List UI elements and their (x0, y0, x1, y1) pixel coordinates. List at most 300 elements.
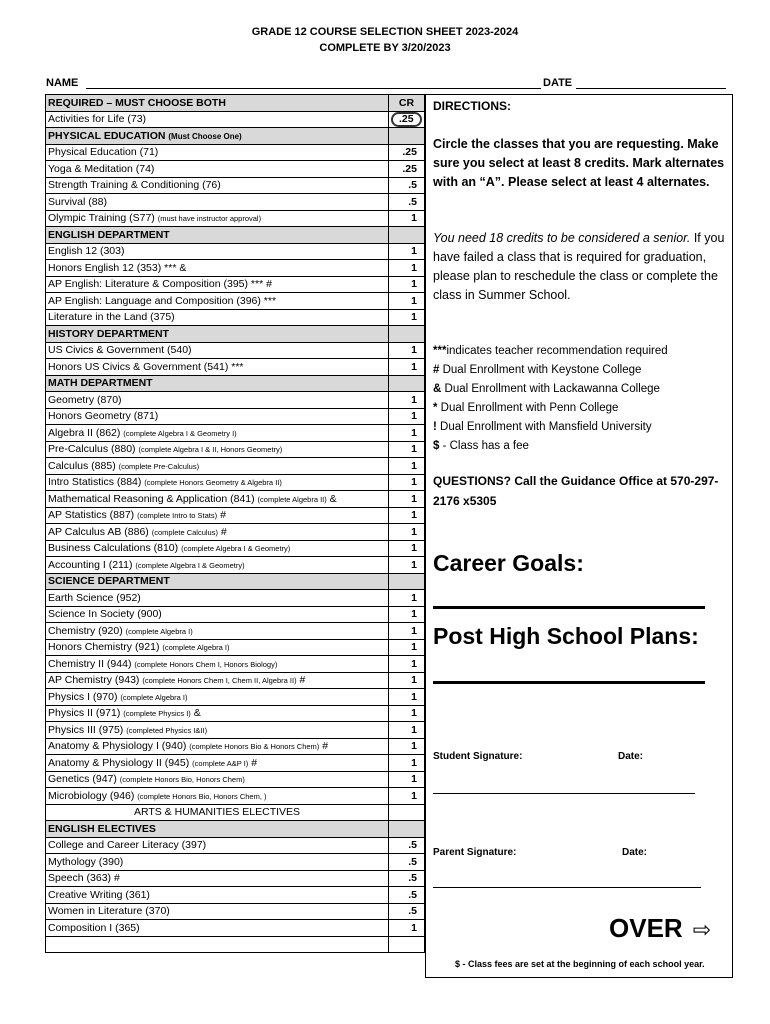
credits-value: 1 (411, 789, 417, 802)
course-credits (389, 903, 425, 920)
course-label: Honors Chemistry (921) (48, 641, 160, 654)
course-prerequisite: (complete Honors Chem I, Honors Biology) (134, 659, 278, 669)
credits-value: 1 (411, 311, 417, 324)
course-row[interactable] (46, 524, 425, 541)
course-label: Pre-Calculus (880) (48, 443, 136, 456)
course-name (46, 227, 389, 244)
course-row[interactable] (46, 243, 425, 260)
course-credits (389, 804, 425, 821)
credits-value: .25 (402, 146, 417, 159)
course-row[interactable] (46, 656, 425, 673)
course-label: Chemistry II (944) (48, 657, 132, 670)
course-name (46, 309, 389, 326)
course-row[interactable] (46, 738, 425, 755)
course-name (46, 837, 389, 854)
credits-value: 1 (411, 591, 417, 604)
course-label: PHYSICAL EDUCATION (48, 129, 166, 142)
course-credits (389, 639, 425, 656)
course-credits (389, 342, 425, 359)
course-prerequisite: (complete Intro to Stats) (137, 511, 218, 521)
credits-value: 1 (411, 773, 417, 786)
legend-text: Dual Enrollment with Lackawanna College (441, 383, 660, 395)
legend-symbol: & (433, 383, 442, 395)
credits-value: 1 (411, 212, 417, 225)
course-credits (389, 887, 425, 904)
course-label: Creative Writing (361) (48, 888, 150, 901)
course-label: Yoga & Meditation (74) (48, 162, 155, 175)
credits-value: 1 (411, 393, 417, 406)
course-row[interactable] (46, 788, 425, 805)
course-row[interactable] (46, 540, 425, 557)
credits-value: 1 (411, 245, 417, 258)
course-prerequisite: (complete Algebra I & Geometry) (181, 544, 291, 554)
credits-value: .5 (408, 888, 417, 901)
course-row[interactable] (46, 722, 425, 739)
course-row[interactable] (46, 342, 425, 359)
symbol-legend (433, 342, 729, 456)
course-label: ENGLISH DEPARTMENT (48, 228, 170, 241)
course-name (46, 359, 389, 376)
credits-value: .5 (408, 195, 417, 208)
legend-item (433, 418, 729, 437)
course-credits (389, 309, 425, 326)
course-row[interactable] (46, 408, 425, 425)
parent-signature-field[interactable] (433, 887, 701, 888)
course-row[interactable] (46, 474, 425, 491)
course-name (46, 111, 389, 128)
course-label: Women in Literature (370) (48, 905, 170, 918)
course-prerequisite: (complete Algebra I & Geometry) (135, 560, 245, 570)
course-label: Speech (363) # (48, 872, 120, 885)
credits-value: 1 (411, 360, 417, 373)
course-row[interactable] (46, 590, 425, 607)
course-credits (389, 161, 425, 178)
course-symbol: # (319, 740, 329, 753)
credits-value: 1 (411, 674, 417, 687)
course-credits (389, 672, 425, 689)
date-field[interactable] (576, 88, 726, 89)
course-label: Physical Education (71) (48, 146, 159, 159)
directions-panel (425, 94, 733, 978)
credits-value: 1 (411, 707, 417, 720)
course-label: Mythology (390) (48, 855, 124, 868)
course-name (46, 408, 389, 425)
course-credits (389, 623, 425, 640)
course-row[interactable] (46, 870, 425, 887)
credits-value: 1 (411, 657, 417, 670)
course-label: AP English: Literature & Composition (395) *** # (48, 278, 272, 291)
course-name (46, 920, 389, 937)
section-header-row (46, 573, 425, 590)
legend-text: Dual Enrollment with Mansfield University (436, 421, 652, 433)
course-row[interactable] (46, 557, 425, 574)
course-label: Composition I (365) (48, 921, 140, 934)
date-label: DATE (543, 77, 573, 89)
course-name (46, 342, 389, 359)
course-row[interactable] (46, 177, 425, 194)
legend-item (433, 437, 729, 456)
course-label: Honors English 12 (353) *** & (48, 261, 187, 274)
course-name (46, 623, 389, 640)
course-row[interactable] (46, 392, 425, 409)
credits-value: 1 (411, 426, 417, 439)
name-label: NAME (46, 77, 79, 89)
course-prerequisite: (complete Algebra I) (162, 643, 230, 653)
course-row[interactable] (46, 672, 425, 689)
legend-text: Dual Enrollment with Keystone College (439, 364, 642, 376)
course-credits (389, 276, 425, 293)
course-credits (389, 144, 425, 161)
course-label: Anatomy & Physiology II (945) (48, 756, 190, 769)
course-credits (389, 375, 425, 392)
course-row[interactable] (46, 210, 425, 227)
course-row[interactable] (46, 854, 425, 871)
credits-value: .5 (408, 905, 417, 918)
credits-value: 1 (411, 410, 417, 423)
course-label: Geometry (870) (48, 393, 122, 406)
legend-item (433, 361, 729, 380)
course-credits (389, 540, 425, 557)
course-name (46, 788, 389, 805)
course-name (46, 540, 389, 557)
course-row[interactable] (46, 606, 425, 623)
over-label: OVER (609, 913, 683, 943)
course-label: US Civics & Government (540) (48, 344, 192, 357)
legend-item (433, 380, 729, 399)
credits-value: .5 (408, 839, 417, 852)
legend-symbol: * (433, 402, 438, 414)
credits-value: 1 (411, 294, 417, 307)
course-name (46, 590, 389, 607)
course-name (46, 887, 389, 904)
course-row[interactable] (46, 359, 425, 376)
section-header-row (46, 375, 425, 392)
credits-value: 1 (411, 344, 417, 357)
course-label: Science In Society (900) (48, 608, 162, 621)
course-symbol: # (217, 509, 226, 522)
course-prerequisite: (complete Pre-Calculus) (118, 461, 200, 471)
course-row[interactable] (46, 920, 425, 937)
course-row[interactable] (46, 903, 425, 920)
course-credits (389, 491, 425, 508)
course-credits (389, 656, 425, 673)
course-credits (389, 854, 425, 871)
credits-value: 1 (411, 261, 417, 274)
course-credits (389, 128, 425, 145)
questions-contact: QUESTIONS? Call the Guidance Office at 570-297-2176 x5305 (433, 474, 719, 508)
career-goals-label: Career Goals: (433, 550, 584, 576)
legend-item (433, 399, 729, 418)
course-label: Honors Geometry (871) (48, 410, 159, 423)
course-label: Physics I (970) (48, 690, 118, 703)
course-label: Strength Training & Conditioning (76) (48, 179, 221, 192)
course-label: Survival (88) (48, 195, 107, 208)
course-label: College and Career Literacy (397) (48, 839, 207, 852)
credits-value: 1 (411, 492, 417, 505)
course-label: Physics II (971) (48, 707, 121, 720)
course-name (46, 260, 389, 277)
credits-value: 1 (411, 542, 417, 555)
student-signature-label: Student Signature: (433, 751, 523, 762)
course-credits (389, 425, 425, 442)
course-credits (389, 590, 425, 607)
course-name (46, 606, 389, 623)
course-label: Intro Statistics (884) (48, 476, 142, 489)
course-name (46, 177, 389, 194)
course-label: AP Chemistry (943) (48, 674, 140, 687)
course-credits (389, 227, 425, 244)
directions-text: Circle the classes that you are requesting. Make sure you select at least 8 credits. Mark alternates with an “A”. Please select at least 4 alternates. (433, 137, 725, 189)
course-name (46, 821, 389, 838)
course-prerequisite: (complete Honors Bio, Honors Chem, ) (137, 791, 267, 801)
course-row[interactable] (46, 309, 425, 326)
course-prerequisite: (complete A&P I) (192, 758, 249, 768)
course-prerequisite: (complete Algebra I) (125, 626, 193, 636)
course-credits (389, 573, 425, 590)
course-credits (389, 392, 425, 409)
course-credits (389, 557, 425, 574)
course-name (46, 557, 389, 574)
course-row[interactable] (46, 771, 425, 788)
course-prerequisite: (complete Algebra II) (257, 494, 327, 504)
course-prerequisite: (completed Physics I&II) (126, 725, 208, 735)
course-symbol: # (296, 674, 306, 687)
section-header-row (46, 128, 425, 145)
course-credits (389, 524, 425, 541)
course-row[interactable] (46, 441, 425, 458)
course-name (46, 392, 389, 409)
legend-symbol: ! (433, 421, 437, 433)
course-credits (389, 177, 425, 194)
course-label: Algebra II (862) (48, 426, 121, 439)
course-label: REQUIRED – MUST CHOOSE BOTH (48, 96, 226, 109)
course-row[interactable] (46, 507, 425, 524)
course-name (46, 441, 389, 458)
course-label: AP Statistics (887) (48, 509, 135, 522)
course-credits (389, 293, 425, 310)
course-name (46, 573, 389, 590)
course-name (46, 95, 389, 112)
post-plans-field[interactable] (433, 681, 705, 684)
course-name (46, 425, 389, 442)
course-credits (389, 771, 425, 788)
course-label: MATH DEPARTMENT (48, 377, 153, 390)
student-date-label: Date: (618, 751, 644, 762)
arrow-right-icon: ⇨ (692, 917, 712, 942)
course-prerequisite: (complete Calculus) (151, 527, 218, 537)
course-label: AP English: Language and Composition (396) *** (48, 294, 277, 307)
course-row[interactable] (46, 837, 425, 854)
credit-requirement-rest: If you have failed a class that is required for graduation, please plan to reschedule the class or complete the class in Summer School. (433, 231, 725, 302)
course-name (46, 804, 389, 821)
course-credits (389, 326, 425, 343)
course-label: Chemistry (920) (48, 624, 123, 637)
sheet-title: GRADE 12 COURSE SELECTION SHEET 2023-2024 (251, 26, 519, 38)
section-header-row (46, 804, 425, 821)
name-field[interactable] (86, 88, 541, 89)
course-prerequisite: (must have instructor approval) (157, 214, 262, 224)
course-label: SCIENCE DEPARTMENT (48, 575, 170, 588)
course-prerequisite: (complete Honors Bio & Honors Chem) (189, 742, 320, 752)
credits-value: 1 (411, 525, 417, 538)
parent-date-label: Date: (622, 847, 648, 858)
course-name (46, 458, 389, 475)
over-indicator (609, 913, 719, 944)
course-prerequisite: (complete Honors Bio, Honors Chem) (119, 775, 245, 785)
course-credits (389, 359, 425, 376)
course-name (46, 689, 389, 706)
course-credits (389, 870, 425, 887)
course-row[interactable] (46, 491, 425, 508)
course-credits (389, 441, 425, 458)
legend-text: Dual Enrollment with Penn College (437, 402, 619, 414)
course-row[interactable] (46, 639, 425, 656)
course-credits (389, 243, 425, 260)
course-credits (389, 194, 425, 211)
course-credits (389, 260, 425, 277)
course-credits (389, 210, 425, 227)
course-row[interactable] (46, 458, 425, 475)
course-name (46, 771, 389, 788)
course-label: Earth Science (952) (48, 591, 141, 604)
course-name (46, 326, 389, 343)
legend-item (433, 342, 729, 361)
credits-value: 1 (411, 921, 417, 934)
course-credits (389, 507, 425, 524)
course-label: Business Calculations (810) (48, 542, 179, 555)
credits-value: 1 (411, 509, 417, 522)
course-name (46, 276, 389, 293)
course-prerequisite: (complete Algebra I & II, Honors Geometry) (138, 445, 283, 455)
circled-credits: .25 (391, 112, 422, 127)
legend-text: indicates teacher recommendation required (446, 345, 668, 357)
directions-heading: DIRECTIONS: (433, 99, 511, 113)
credits-value: .5 (408, 179, 417, 192)
course-row[interactable] (46, 276, 425, 293)
course-row[interactable] (46, 425, 425, 442)
credit-requirement (433, 229, 729, 305)
course-label: Honors US Civics & Government (541) *** (48, 360, 244, 373)
course-name (46, 639, 389, 656)
course-row[interactable] (46, 689, 425, 706)
course-name (46, 672, 389, 689)
course-name (46, 474, 389, 491)
credits-value: 1 (411, 443, 417, 456)
course-credits (389, 755, 425, 772)
course-name (46, 854, 389, 871)
course-credits (389, 95, 425, 112)
deadline: COMPLETE BY 3/20/2023 (319, 42, 451, 54)
course-credits (389, 788, 425, 805)
course-row[interactable] (46, 161, 425, 178)
credits-value: .25 (402, 162, 417, 175)
course-prerequisite: (complete Honors Geometry & Algebra II) (144, 478, 282, 488)
section-header-row (46, 227, 425, 244)
course-row[interactable] (46, 144, 425, 161)
course-credits (389, 458, 425, 475)
course-name (46, 870, 389, 887)
section-header-row (46, 326, 425, 343)
course-name (46, 491, 389, 508)
course-symbol: # (217, 525, 227, 538)
course-label: Genetics (947) (48, 773, 117, 786)
course-name (46, 128, 389, 145)
course-name (46, 161, 389, 178)
credits-value: 1 (411, 278, 417, 291)
parent-signature-label: Parent Signature: (433, 847, 517, 858)
post-plans-label: Post High School Plans: (433, 623, 699, 649)
credits-value: 1 (411, 690, 417, 703)
student-signature-field[interactable] (433, 793, 695, 794)
course-label: Accounting I (211) (48, 558, 133, 571)
course-name (46, 656, 389, 673)
course-row[interactable] (46, 194, 425, 211)
course-row[interactable] (46, 623, 425, 640)
credits-value: 1 (411, 624, 417, 637)
course-credits (389, 837, 425, 854)
credits-value: 1 (411, 723, 417, 736)
course-label: Olympic Training (S77) (48, 212, 155, 225)
course-name (46, 194, 389, 211)
course-credits (389, 689, 425, 706)
course-label: ARTS & HUMANITIES ELECTIVES (133, 806, 301, 819)
credits-value: 1 (411, 641, 417, 654)
fee-note: $ - Class fees are set at the beginning of each school year. (455, 959, 705, 969)
course-label: Calculus (885) (48, 459, 116, 472)
course-credits (389, 738, 425, 755)
credits-value: 1 (411, 608, 417, 621)
course-row[interactable] (46, 887, 425, 904)
course-prerequisite: (complete Algebra I & Geometry I) (123, 428, 237, 438)
course-label: Microbiology (946) (48, 789, 135, 802)
course-row[interactable] (46, 755, 425, 772)
course-row[interactable] (46, 293, 425, 310)
course-prerequisite: (complete Algebra I) (120, 692, 188, 702)
course-name (46, 755, 389, 772)
course-row[interactable] (46, 260, 425, 277)
course-symbol: # (248, 756, 258, 769)
course-prerequisite: (Must Choose One) (168, 131, 242, 141)
course-label: English 12 (303) (48, 245, 125, 258)
course-label: Mathematical Reasoning & Application (841) (48, 492, 255, 505)
legend-symbol: *** (433, 345, 447, 357)
course-name (46, 375, 389, 392)
course-credits (389, 920, 425, 937)
course-name (46, 144, 389, 161)
career-goals-field[interactable] (433, 606, 705, 609)
legend-text: - Class has a fee (439, 440, 529, 452)
course-credits (389, 722, 425, 739)
course-label: Physics III (975) (48, 723, 124, 736)
course-label: Activities for Life (73) (48, 113, 147, 126)
course-credits (389, 606, 425, 623)
course-name (46, 903, 389, 920)
course-credits (389, 821, 425, 838)
course-label: ENGLISH ELECTIVES (48, 822, 156, 835)
course-symbol: & (326, 492, 337, 505)
section-header-row (46, 821, 425, 838)
course-name (46, 722, 389, 739)
credits-value: .5 (408, 855, 417, 868)
course-name (46, 936, 389, 953)
course-table (45, 94, 425, 953)
course-name (46, 507, 389, 524)
course-name (46, 524, 389, 541)
course-row[interactable] (46, 705, 425, 722)
course-row[interactable] (46, 111, 425, 128)
course-credits (389, 408, 425, 425)
course-symbol: & (190, 707, 201, 720)
